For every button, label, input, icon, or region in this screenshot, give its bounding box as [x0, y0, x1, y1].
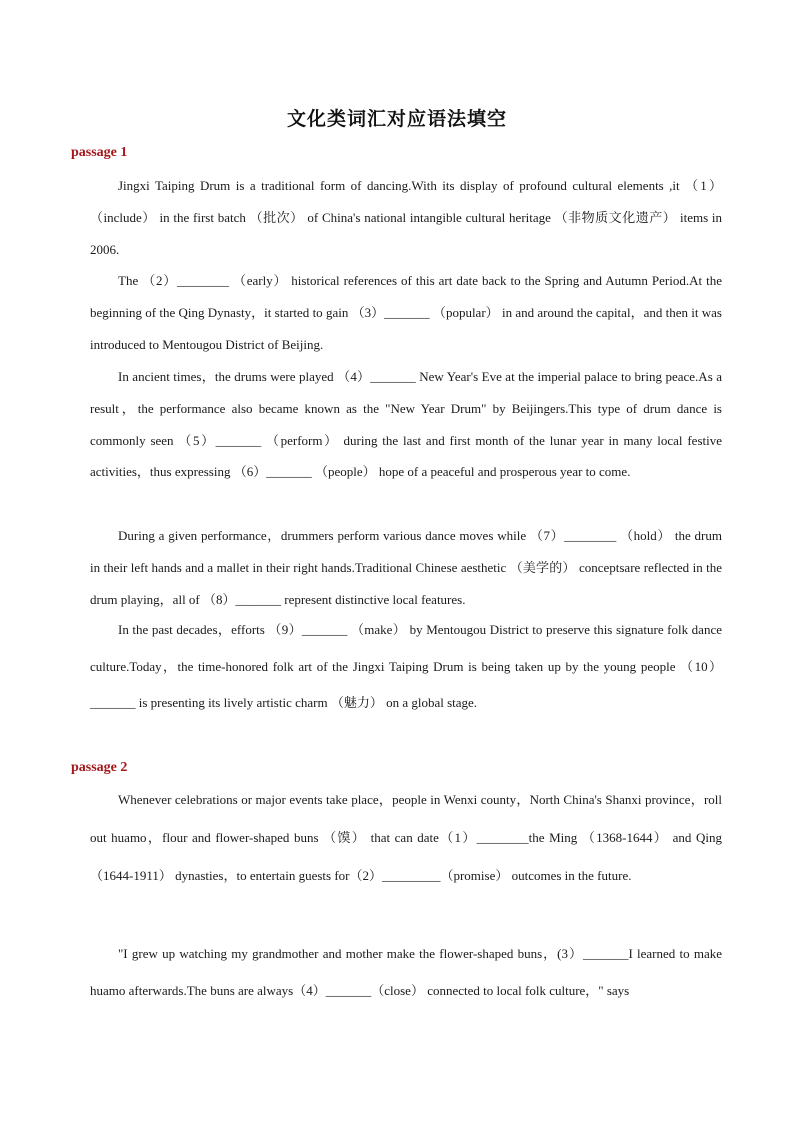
passage-2-paragraph-1: Whenever celebrations or major events take place，people in Wenxi county，North China's Shanxi province，roll out huamo，flour and flower-shaped buns （馍） that can date（1）________the Ming （1368-1644） and Qing （1644-1911） dynasties，to entertain guests for（2）_________（promise） outcomes in the future.	[90, 792, 722, 883]
passage-1-label: passage 1	[71, 145, 128, 160]
passage-1-paragraph-1: Jingxi Taiping Drum is a traditional form of dancing.With its display of profound cultural elements ,it （1）（include） in the first batch （批次） of China's national intangible cultural heritage （非物质文化遗产） items in 2006.	[90, 178, 722, 257]
passage-1-paragraph-2: The （2）________ （early） historical references of this art date back to the Spring and Autumn Period.At the beginning of the Qing Dynasty，it started to gain （3）_______ （popular） in and around the capital，and then it was introduced to Mentougou District of Beijing.	[90, 273, 722, 352]
passage-1-paragraph-5: In the past decades，efforts （9）_______ （make） by Mentougou District to preserve this signature folk dance culture.Today，the time-honored folk art of the Jingxi Taiping Drum is being taken up by the young people （10）_______ is presenting its lively artistic charm （魅力） on a global stage.	[90, 622, 722, 710]
passage-1-paragraph-4: During a given performance，drummers perform various dance moves while （7）________ （hold） the drum in their left hands and a mallet in their right hands.Traditional Chinese aesthetic （美学的） conceptsare reflected in the drum playing，all of （8）_______ represent distinctive local features.	[90, 528, 722, 607]
passage-2-label: passage 2	[71, 760, 128, 775]
passage-2-paragraph-2: "I grew up watching my grandmother and mother make the flower-shaped buns，(3）_______I learned to make huamo afterwards.The buns are always（4）_______（close） connected to local folk culture，" says	[90, 946, 722, 998]
page-title: 文化类词汇对应语法填空	[286, 108, 507, 130]
passage-1-paragraph-3: In ancient times，the drums were played （4）_______ New Year's Eve at the imperial palace to bring peace.As a result，the performance also became known as the "New Year Drum" by Beijingers.This type of drum dance is commonly seen （5）_______ （perform） during the last and first month of the lunar year in many local festive activities，thus expressing （6）_______ （people） hope of a peaceful and prosperous year to come.	[90, 369, 722, 480]
